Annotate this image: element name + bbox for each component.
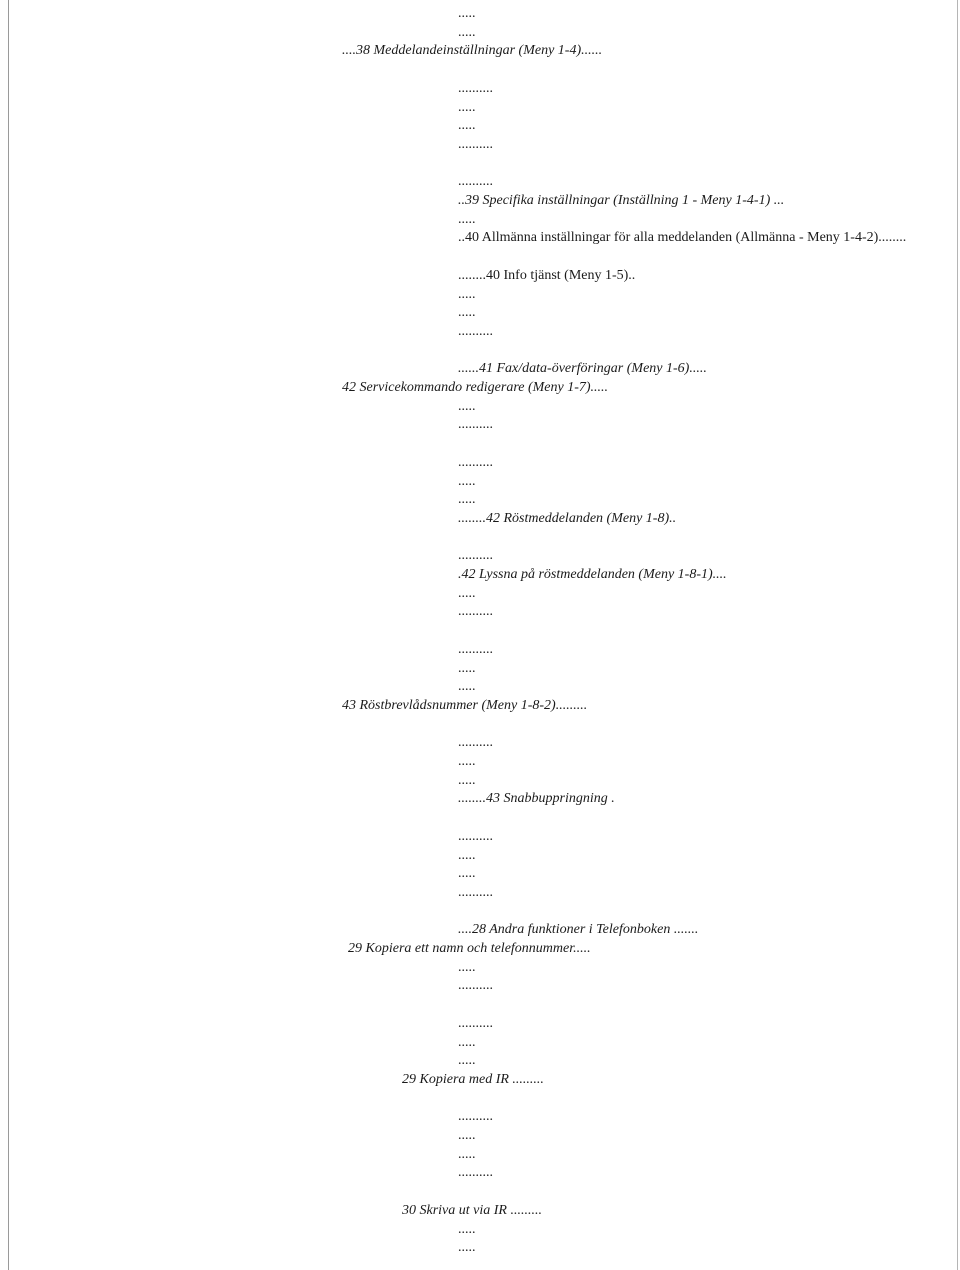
toc-line: ..... [458,305,476,321]
toc-line: ..... [458,286,476,302]
toc-line: ..39 Specifika inställningar (Inställning 1 - Meny 1-4-1) ... [458,193,785,208]
toc-line: ..... [458,959,476,975]
toc-line: ..... [458,24,476,40]
toc-line: .42 Lyssna på röstmeddelanden (Meny 1-8-1).... [458,567,727,582]
toc-line: .......... [458,174,493,190]
toc-line: ........40 Info tjänst (Meny 1-5).. [458,267,636,283]
toc-line: ........42 Röstmeddelanden (Meny 1-8).. [458,510,677,526]
toc-line: ..... [458,772,476,788]
toc-line: ..... [458,1221,476,1237]
toc-line: .......... [458,548,493,564]
toc-line: ..... [458,866,476,882]
toc-line: ..... [458,660,476,676]
toc-line: ......41 Fax/data-överföringar (Meny 1-6)..... [458,361,707,377]
toc-line: .......... [458,80,493,96]
toc-line: .......... [458,1165,493,1181]
toc-line: ..... [458,211,476,227]
toc-line: ..... [458,492,476,508]
toc-line: ..... [458,1128,476,1143]
toc-line: 29 Kopiera ett namn och telefonnummer..... [348,941,591,956]
toc-line: ..40 Allmänna inställningar för alla meddelanden (Allmänna - Meny 1-4-2)........ [458,230,907,246]
toc-line: ........43 Snabbuppringning . [458,791,615,807]
toc-line: 43 Röstbrevlådsnummer (Meny 1-8-2)......... [342,697,588,713]
toc-line: ..... [458,6,476,21]
toc-line: .......... [458,884,493,900]
toc-line: ..... [458,118,476,134]
toc-line: ..... [458,754,476,769]
toc-line: ..... [458,99,476,115]
toc-line: .......... [458,417,493,433]
toc-line: .......... [458,1109,493,1125]
toc-line: ..... [458,473,476,489]
toc-line: ..... [458,1053,476,1069]
toc-line: 29 Kopiera med IR ......... [402,1071,544,1087]
toc-line: ....28 Andra funktioner i Telefonboken ....... [458,922,699,938]
toc-line: .......... [458,735,493,751]
toc-line: ..... [458,1034,476,1050]
toc-line: ..... [458,585,476,601]
toc-line: ..... [458,398,476,414]
toc-line: .......... [458,323,493,339]
toc-line: ..... [458,847,476,863]
toc-line: ..... [458,1146,476,1162]
toc-line: .......... [458,978,493,994]
toc-line: ..... [458,1240,476,1256]
toc-line: ....38 Meddelandeinställningar (Meny 1-4)...... [342,43,603,59]
toc-line: 30 Skriva ut via IR ......... [402,1202,542,1218]
toc-line: .......... [458,604,493,620]
toc-line: ..... [458,679,476,695]
toc-line: .......... [458,454,493,470]
toc-line: .......... [458,641,493,657]
toc-line: .......... [458,136,493,152]
toc-line: 42 Servicekommando redigerare (Meny 1-7)..... [342,380,609,395]
toc-line: .......... [458,828,493,844]
toc-line: .......... [458,1015,493,1031]
